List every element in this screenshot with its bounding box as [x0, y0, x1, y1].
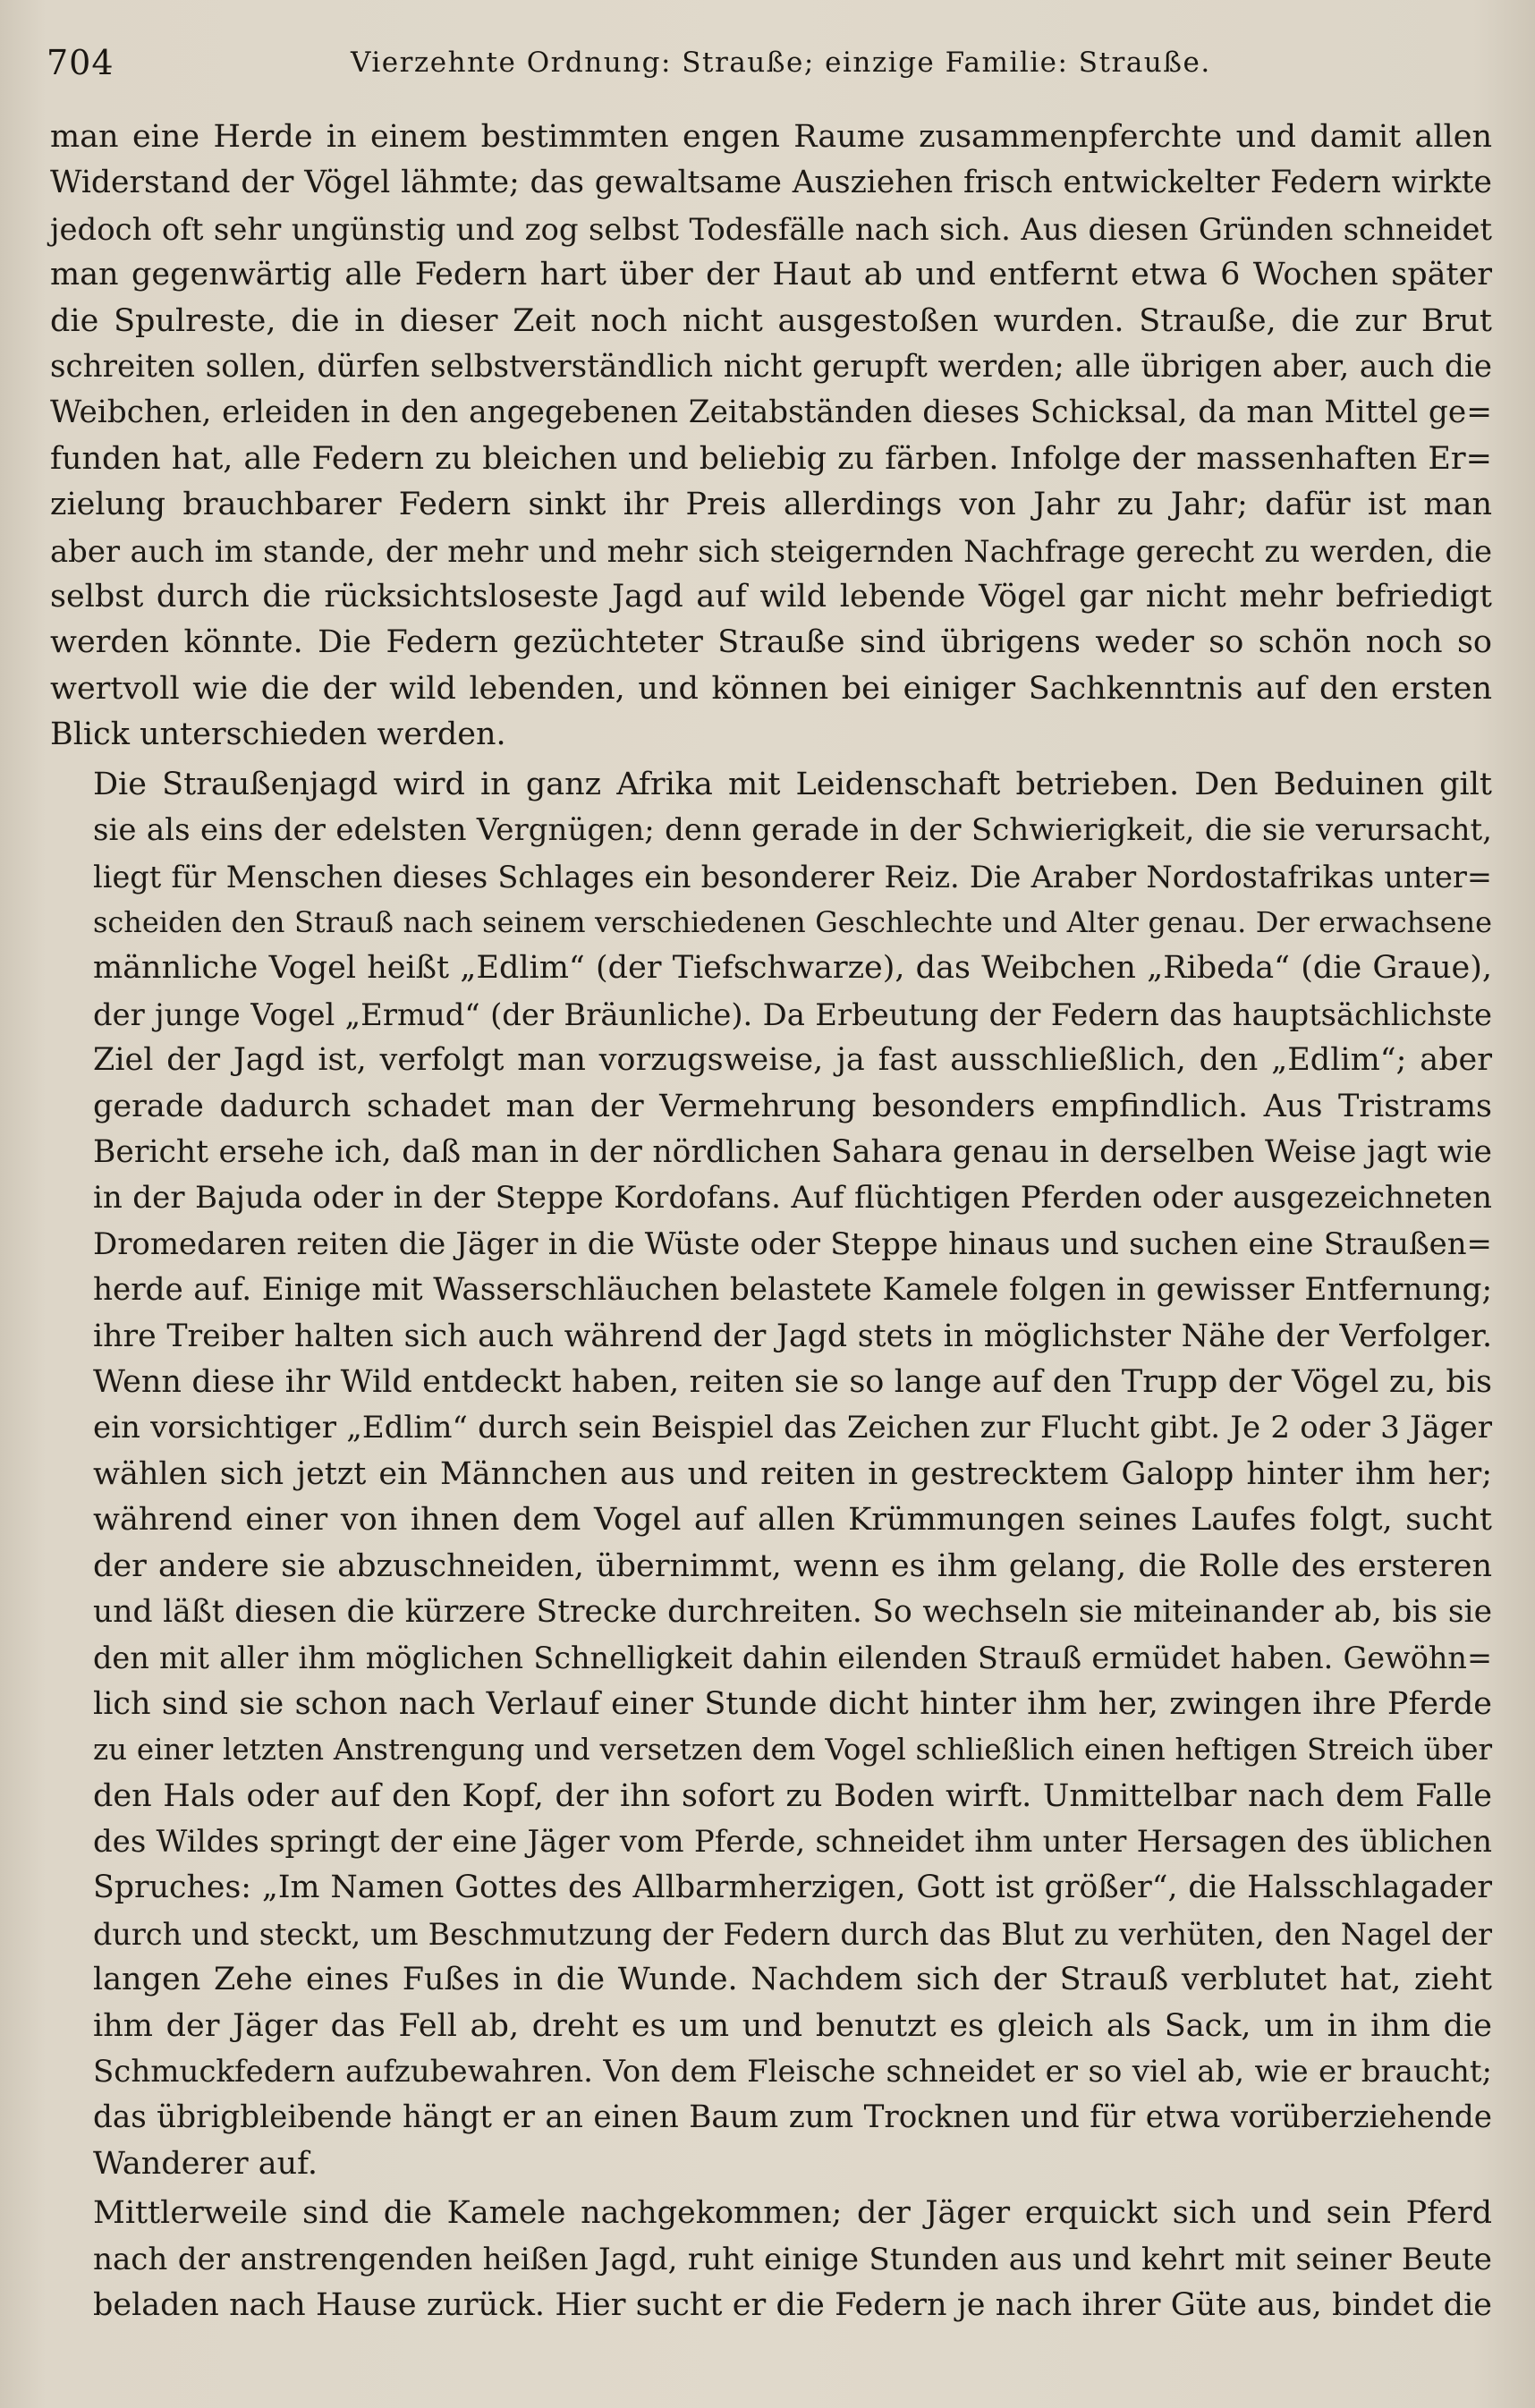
text-line: ihm der Jäger das Fell ab, dreht es um und benutzt es gleich als Sack, um in ihm die — [93, 2007, 1492, 2044]
text-line: Spruches: „Im Namen Gottes des Allbarmherzigen, Gott ist größer“, die Halsschlagader — [93, 1870, 1492, 1906]
paragraph — [50, 2191, 1492, 2328]
text-line: wertvoll wie die der wild lebenden, und können bei einiger Sachkenntnis auf den ersten — [50, 670, 1492, 707]
text-line: Bericht ersehe ich, daß man in der nördlichen Sahara genau in derselben Weise jagt wie — [93, 1133, 1492, 1170]
text-line: schreiten sollen, dürfen selbstverständlich nicht gerupft werden; alle übrigen aber, auch die — [50, 349, 1492, 386]
text-line: Mittlerweile sind die Kamele nachgekommen; der Jäger erquickt sich und sein Pferd — [93, 2195, 1492, 2232]
running-head: Vierzehnte Ordnung: Strauße; einzige Familie: Strauße. — [351, 47, 1211, 79]
text-line: Schmuckfedern aufzubewahren. Von dem Fleische schneidet er so viel ab, wie er braucht; — [93, 2054, 1492, 2090]
text-line: Dromedaren reiten die Jäger in die Wüste oder Steppe hinaus und suchen eine Straußen= — [93, 1225, 1492, 1262]
text-line: Die Straußenjagd wird in ganz Afrika mit Leidenschaft betrieben. Den Beduinen gilt — [93, 766, 1492, 802]
text-line: ein vorsichtiger „Edlim“ durch sein Beispiel das Zeichen zur Flucht gibt. Je 2 oder 3 Jäger — [93, 1410, 1492, 1446]
text-line: die Spulreste, die in dieser Zeit noch nicht ausgestoßen wurden. Strauße, die zur Brut — [50, 302, 1492, 339]
text-line: lich sind sie schon nach Verlauf einer Stunde dicht hinter ihm her, zwingen ihre Pferde — [93, 1685, 1492, 1722]
text-line: wählen sich jetzt ein Männchen aus und reiten in gestrecktem Galopp hinter ihm her; — [93, 1455, 1492, 1492]
text-line: jedoch oft sehr ungünstig und zog selbst Todesfälle nach sich. Aus diesen Gründen schneidet — [50, 211, 1492, 247]
text-line: und läßt diesen die kürzere Strecke durchreiten. So wechseln sie miteinander ab, bis sie — [93, 1594, 1492, 1630]
text-line: aber auch im stande, der mehr und mehr sich steigernden Nachfrage gerecht zu werden, die — [50, 533, 1492, 569]
text-line: selbst durch die rücksichtsloseste Jagd auf wild lebende Vögel gar nicht mehr befriedigt — [50, 579, 1492, 615]
text-line: den Hals oder auf den Kopf, der ihn sofort zu Boden wirft. Unmittelbar nach dem Falle — [93, 1777, 1492, 1814]
text-line: gerade dadurch schadet man der Vermehrung besonders empfindlich. Aus Tristrams — [93, 1088, 1492, 1124]
text-line: Ziel der Jagd ist, verfolgt man vorzugsweise, ja fast ausschließlich, den „Edlim“; aber — [93, 1042, 1492, 1079]
text-line: langen Zehe eines Fußes in die Wunde. Nachdem sich der Strauß verblutet hat, zieht — [93, 1962, 1492, 1998]
text-line: des Wildes springt der eine Jäger vom Pferde, schneidet ihm unter Hersagen des üblichen — [93, 1824, 1492, 1861]
text-line: scheiden den Strauß nach seinem verschiedenen Geschlechte und Alter genau. Der erwachsene — [93, 904, 1492, 939]
text-line: Wenn diese ihr Wild entdeckt haben, reiten sie so lange auf den Trupp der Vögel zu, bis — [93, 1363, 1492, 1400]
text-line: sie als eins der edelsten Vergnügen; denn gerade in der Schwierigkeit, die sie verursacht, — [93, 812, 1492, 849]
text-line: durch und steckt, um Beschmutzung der Federn durch das Blut zu verhüten, den Nagel der — [93, 1916, 1492, 1952]
text-line: liegt für Menschen dieses Schlages ein besonderer Reiz. Die Araber Nordostafrikas unter= — [93, 859, 1492, 895]
text-line: in der Bajuda oder in der Steppe Kordofans. Auf flüchtigen Pferden oder ausgezeichneten — [93, 1180, 1492, 1217]
page-header — [47, 36, 1496, 89]
text-line: man eine Herde in einem bestimmten engen Raume zusammenpferchte und damit allen — [50, 119, 1492, 155]
text-line: Weibchen, erleiden in den angegebenen Zeitabständen dieses Schicksal, da man Mittel ge= — [50, 394, 1492, 431]
text-line: männliche Vogel heißt „Edlim“ (der Tiefschwarze), das Weibchen „Ribeda“ (die Graue), — [93, 950, 1492, 987]
text-line: Wanderer auf. — [93, 2145, 318, 2182]
text-line: den mit aller ihm möglichen Schnelligkeit dahin eilenden Strauß ermüdet haben. Gewöhn= — [93, 1641, 1492, 1676]
page-number: 704 — [47, 43, 114, 82]
text-line: beladen nach Hause zurück. Hier sucht er die Federn je nach ihrer Güte aus, bindet die — [93, 2287, 1492, 2324]
text-line: funden hat, alle Federn zu bleichen und beliebig zu färben. Infolge der massenhaften Er= — [50, 440, 1492, 477]
text-line: ihre Treiber halten sich auch während der Jagd stets in möglichster Nähe der Verfolger. — [93, 1318, 1492, 1354]
text-line: das übrigbleibende hängt er an einen Baum zum Trocknen und für etwa vorüberziehende — [93, 2099, 1492, 2136]
body-text — [50, 114, 1492, 2333]
text-line: nach der anstrengenden heißen Jagd, ruht einige Stunden aus und kehrt mit seiner Beute — [93, 2241, 1492, 2277]
text-line: Blick unterschieden werden. — [50, 716, 506, 753]
paragraph — [50, 762, 1492, 2188]
text-line: Widerstand der Vögel lähmte; das gewaltsame Ausziehen frisch entwickelter Federn wirkte — [50, 165, 1492, 201]
text-line: man gegenwärtig alle Federn hart über der Haut ab und entfernt etwa 6 Wochen später — [50, 257, 1492, 293]
text-line: herde auf. Einige mit Wasserschläuchen belastete Kamele folgen in gewisser Entfernung; — [93, 1272, 1492, 1309]
text-line: der junge Vogel „Ermud“ (der Bräunliche). Da Erbeutung der Federn das hauptsächlichste — [93, 996, 1492, 1032]
paragraph — [50, 114, 1492, 759]
text-line: während einer von ihnen dem Vogel auf allen Krümmungen seines Laufes folgt, sucht — [93, 1502, 1492, 1539]
text-line: werden könnte. Die Federn gezüchteter Strauße sind übrigens weder so schön noch so — [50, 624, 1492, 661]
text-line: der andere sie abzuschneiden, übernimmt, wenn es ihm gelang, die Rolle des ersteren — [93, 1547, 1492, 1584]
text-line: zu einer letzten Anstrengung und versetzen dem Vogel schließlich einen heftigen Streich über — [93, 1733, 1492, 1768]
text-line: zielung brauchbarer Federn sinkt ihr Preis allerdings von Jahr zu Jahr; dafür ist man — [50, 487, 1492, 523]
